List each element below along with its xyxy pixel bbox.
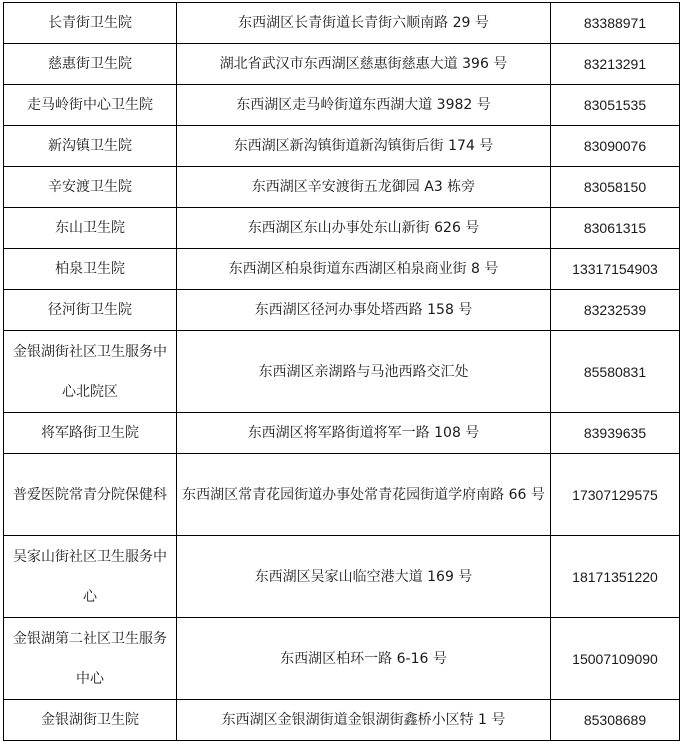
facility-name: 径河街卫生院 (4, 290, 177, 331)
facility-phone: 18171351220 (551, 536, 680, 618)
facility-phone: 83213291 (551, 44, 680, 85)
facility-phone: 83058150 (551, 167, 680, 208)
table-row (4, 290, 680, 331)
facility-name: 慈惠街卫生院 (4, 44, 177, 85)
facility-phone: 83939635 (551, 413, 680, 454)
facility-address: 东西湖区常青花园街道办事处常青花园街道学府南路 66 号 (177, 454, 551, 536)
facility-phone: 17307129575 (551, 454, 680, 536)
table-row (4, 536, 680, 618)
facility-address: 东西湖区柏泉街道东西湖区柏泉商业街 8 号 (177, 249, 551, 290)
facility-name: 长青街卫生院 (4, 3, 177, 44)
table-row (4, 208, 680, 249)
facility-phone: 83090076 (551, 126, 680, 167)
table-row (4, 454, 680, 536)
table-row (4, 126, 680, 167)
facility-address: 东西湖区亲湖路与马池西路交汇处 (177, 331, 551, 413)
facility-address: 东西湖区长青街道长青街六顺南路 29 号 (177, 3, 551, 44)
facility-name: 金银湖第二社区卫生服务中心 (4, 618, 177, 700)
facility-name: 柏泉卫生院 (4, 249, 177, 290)
table-row (4, 44, 680, 85)
facility-address: 东西湖区金银湖街道金银湖街鑫桥小区特 1 号 (177, 700, 551, 741)
facility-name: 普爱医院常青分院保健科 (4, 454, 177, 536)
facility-address: 东西湖区柏环一路 6-16 号 (177, 618, 551, 700)
facility-phone: 15007109090 (551, 618, 680, 700)
facility-address: 东西湖区东山办事处东山新街 626 号 (177, 208, 551, 249)
facility-address: 东西湖区将军路街道将军一路 108 号 (177, 413, 551, 454)
facility-name: 吴家山街社区卫生服务中心 (4, 536, 177, 618)
facility-name: 东山卫生院 (4, 208, 177, 249)
facility-address: 东西湖区径河办事处塔西路 158 号 (177, 290, 551, 331)
table-row (4, 167, 680, 208)
facility-address: 湖北省武汉市东西湖区慈惠街慈惠大道 396 号 (177, 44, 551, 85)
facility-phone: 13317154903 (551, 249, 680, 290)
facility-name: 辛安渡卫生院 (4, 167, 177, 208)
table-row (4, 618, 680, 700)
facility-name: 走马岭街中心卫生院 (4, 85, 177, 126)
facility-address: 东西湖区新沟镇街道新沟镇街后街 174 号 (177, 126, 551, 167)
health-center-table (3, 2, 680, 741)
facility-phone: 83388971 (551, 3, 680, 44)
table-row (4, 413, 680, 454)
facility-phone: 83051535 (551, 85, 680, 126)
table-row (4, 331, 680, 413)
facility-address: 东西湖区走马岭街道东西湖大道 3982 号 (177, 85, 551, 126)
table-row (4, 249, 680, 290)
table-row (4, 85, 680, 126)
table-row (4, 3, 680, 44)
facility-name: 金银湖街卫生院 (4, 700, 177, 741)
facility-address: 东西湖区辛安渡街五龙御园 A3 栋旁 (177, 167, 551, 208)
facility-phone: 85580831 (551, 331, 680, 413)
table-row (4, 700, 680, 741)
facility-name: 将军路街卫生院 (4, 413, 177, 454)
facility-name: 新沟镇卫生院 (4, 126, 177, 167)
facility-name: 金银湖街社区卫生服务中心北院区 (4, 331, 177, 413)
facility-phone: 83061315 (551, 208, 680, 249)
facility-phone: 83232539 (551, 290, 680, 331)
facility-phone: 85308689 (551, 700, 680, 741)
facility-address: 东西湖区吴家山临空港大道 169 号 (177, 536, 551, 618)
